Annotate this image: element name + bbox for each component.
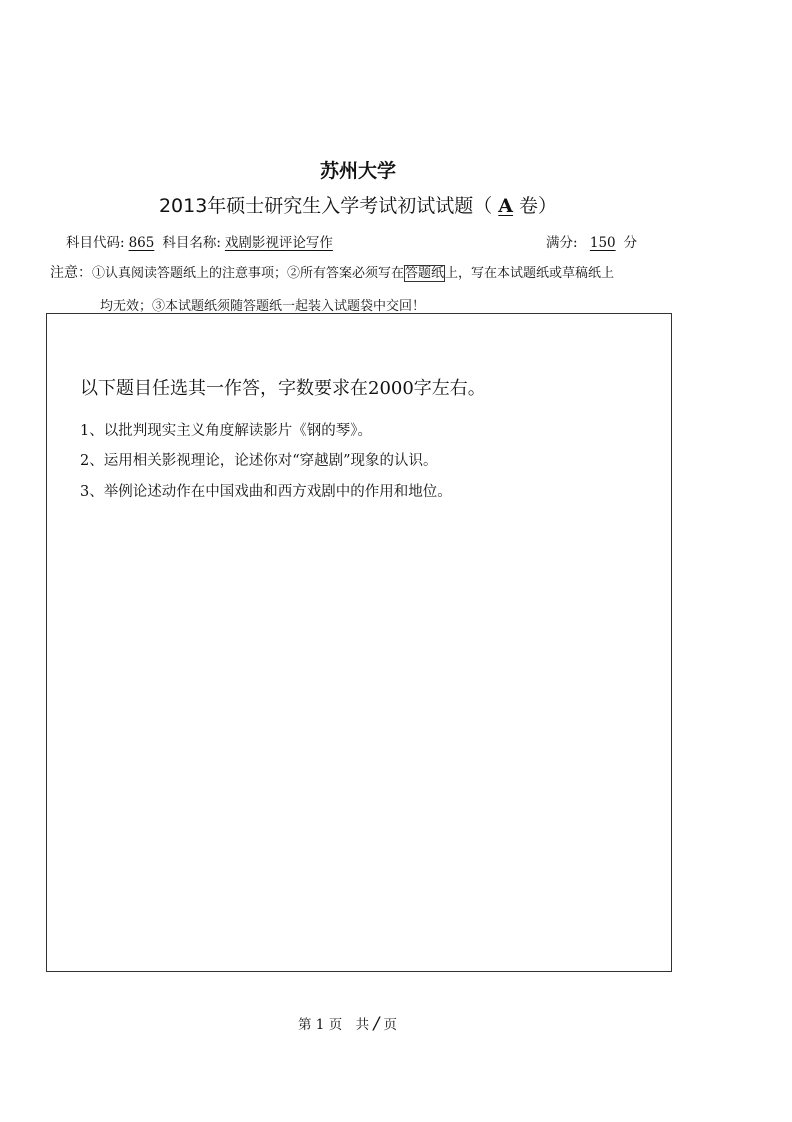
code-value: 865 [128, 235, 155, 251]
exam-title [0, 191, 716, 218]
paper-version: A [498, 195, 514, 217]
full-score [546, 231, 637, 251]
name-label: 科目名称: [162, 235, 221, 251]
footer-text: 页 [383, 1017, 398, 1033]
question-item: 2、运用相关影视理论，论述你对“穿越剧”现象的认识。 [80, 453, 438, 469]
university-name: 苏州大学 [319, 160, 396, 182]
code-label: 科目代码: [66, 235, 125, 251]
question-item: 3、举例论述动作在中国戏曲和西方戏剧中的作用和地位。 [80, 484, 452, 500]
page-number: 1 [315, 1017, 325, 1033]
score-unit: 分 [623, 235, 638, 251]
notice-line-1 [50, 262, 614, 282]
subject-code [66, 231, 341, 251]
total-pages: / [373, 1014, 380, 1034]
boxed-text: 答题纸 [405, 266, 445, 281]
score-label: 满分: [546, 235, 578, 251]
notice-text: 上，写在本试题纸或草稿纸上 [445, 266, 615, 281]
footer-text: 第 [298, 1017, 312, 1033]
page-footer [298, 1013, 397, 1034]
notice-line-2: 均无效；③本试题纸须随答题纸一起装入试题袋中交回！ [100, 299, 426, 314]
footer-text: 页 共 [328, 1017, 370, 1033]
title-suffix: 卷） [519, 195, 558, 217]
score-value: 150 [589, 235, 616, 251]
name-value: 戏剧影视评论写作 [224, 235, 333, 251]
notice-text: ①认真阅读答题纸上的注意事项；②所有答案必须写在 [92, 266, 405, 281]
title-prefix: 2013年硕士研究生入学考试初试试题（ [158, 195, 493, 217]
question-box [46, 313, 672, 972]
instructions-heading: 以下题目任选其一作答，字数要求在2000字左右。 [80, 378, 486, 399]
notice-label: 注意： [50, 265, 92, 281]
question-item: 1、以批判现实主义角度解读影片《钢的琴》。 [80, 423, 372, 439]
